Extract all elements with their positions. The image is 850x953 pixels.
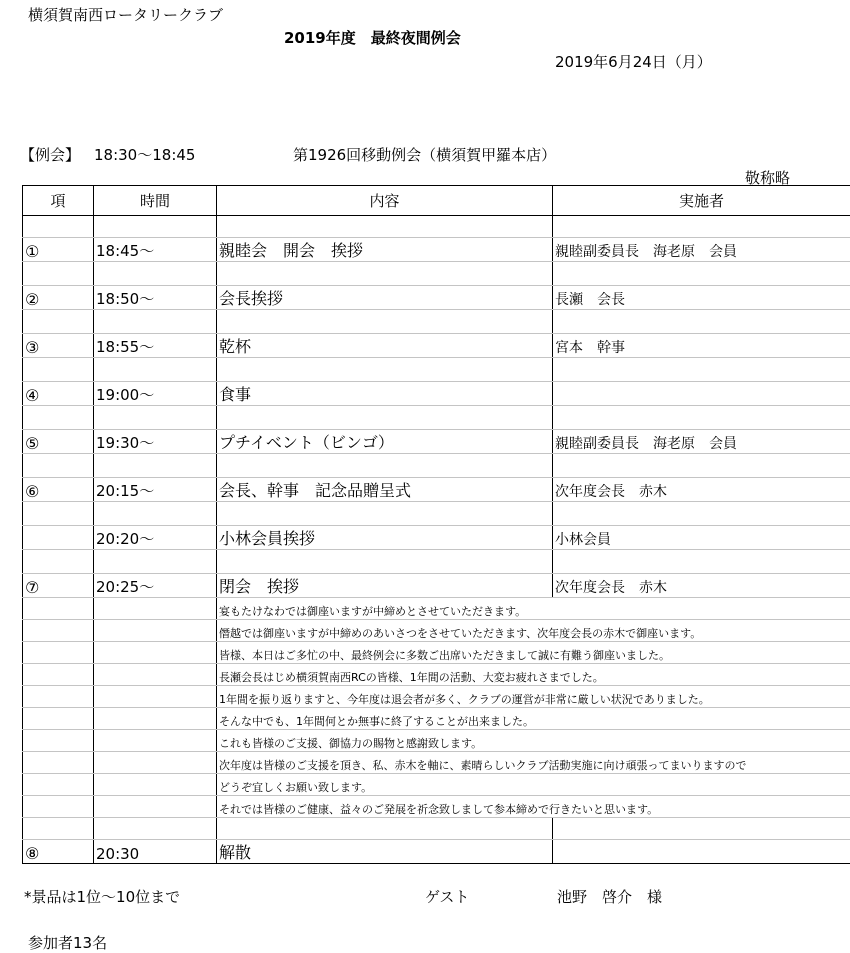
item-content: 解散: [217, 840, 553, 864]
speech-line: 長瀬会長はじめ横須賀南西RCの皆様、1年間の活動、大変お疲れさまでした。: [217, 664, 850, 686]
spacer-row: [23, 262, 850, 286]
attendee-count: 参加者13名: [28, 932, 107, 953]
item-content: 会長挨拶: [217, 286, 553, 310]
spacer-row: [23, 310, 850, 334]
spacer-row: [23, 216, 850, 238]
guest-label: ゲスト: [425, 886, 469, 907]
item-performer: 親睦副委員長 海老原 会員: [553, 430, 850, 454]
honorific-note: 敬称略: [745, 167, 790, 188]
item-performer: [553, 840, 850, 864]
document-date: 2019年6月24日（月）: [555, 51, 712, 72]
item-number: ④: [23, 382, 94, 406]
spacer-row: [23, 818, 850, 840]
speech-line: どうぞ宜しくお願い致します。: [217, 774, 850, 796]
speech-line: 僭越では御座いますが中締めのあいさつをさせていただきます、次年度会長の赤木で御座います。: [217, 620, 850, 642]
item-number: [23, 526, 94, 550]
item-time: 18:50～: [94, 286, 217, 310]
table-row: [23, 238, 850, 262]
speech-line-row: [23, 598, 850, 620]
item-performer: 宮本 幹事: [553, 334, 850, 358]
item-number: ②: [23, 286, 94, 310]
item-number: ⑥: [23, 478, 94, 502]
reikai-event: 第1926回移動例会（横須賀甲羅本店）: [293, 144, 556, 165]
item-content: プチイベント（ビンゴ）: [217, 430, 553, 454]
speech-line-row: [23, 620, 850, 642]
table-row: [23, 574, 850, 598]
header-item-number: 項: [23, 186, 94, 216]
guest-name: 池野 啓介 様: [557, 886, 662, 907]
item-content: 食事: [217, 382, 553, 406]
item-performer: [553, 382, 850, 406]
item-time: 20:25～: [94, 574, 217, 598]
item-number: ⑧: [23, 840, 94, 864]
spacer-row: [23, 406, 850, 430]
reikai-time: 18:30～18:45: [94, 144, 195, 165]
item-performer: 長瀬 会長: [553, 286, 850, 310]
table-row: [23, 526, 850, 550]
document-title: 2019年度 最終夜間例会: [284, 27, 461, 48]
item-performer: 次年度会長 赤木: [553, 574, 850, 598]
item-time: 18:55～: [94, 334, 217, 358]
table-row: [23, 430, 850, 454]
speech-line-row: [23, 730, 850, 752]
spacer-row: [23, 550, 850, 574]
item-content: 小林会員挨拶: [217, 526, 553, 550]
item-number: ①: [23, 238, 94, 262]
speech-line-row: [23, 796, 850, 818]
table-row: [23, 382, 850, 406]
item-time: 18:45～: [94, 238, 217, 262]
header-content: 内容: [217, 186, 553, 216]
speech-line-row: [23, 774, 850, 796]
item-number: ③: [23, 334, 94, 358]
speech-line: 1年間を振り返りますと、今年度は退会者が多く、クラブの運営が非常に厳しい状況でありました。: [217, 686, 850, 708]
item-performer: 次年度会長 赤木: [553, 478, 850, 502]
table-row: [23, 334, 850, 358]
item-number: ⑦: [23, 574, 94, 598]
item-performer: 親睦副委員長 海老原 会員: [553, 238, 850, 262]
header-time: 時間: [94, 186, 217, 216]
speech-line: そんな中でも、1年間何とか無事に終了することが出来ました。: [217, 708, 850, 730]
reikai-label: 【例会】: [20, 144, 80, 165]
speech-line-row: [23, 752, 850, 774]
spacer-row: [23, 502, 850, 526]
item-time: 19:00～: [94, 382, 217, 406]
spacer-row: [23, 454, 850, 478]
speech-line: それでは皆様のご健康、益々のご発展を祈念致しまして参本締めで行きたいと思います。: [217, 796, 850, 818]
header-row: [23, 186, 850, 216]
item-performer: 小林会員: [553, 526, 850, 550]
speech-line: 宴もたけなわでは御座いますが中締めとさせていただきます。: [217, 598, 850, 620]
speech-line-row: [23, 642, 850, 664]
item-time: 19:30～: [94, 430, 217, 454]
speech-line-row: [23, 664, 850, 686]
speech-line: 次年度は皆様のご支援を頂き、私、赤木を軸に、素晴らしいクラブ活動実施に向け頑張ってまいりますので: [217, 752, 850, 774]
item-content: 会長、幹事 記念品贈呈式: [217, 478, 553, 502]
item-content: 閉会 挨拶: [217, 574, 553, 598]
item-time: 20:30: [94, 840, 217, 864]
speech-line: これも皆様のご支援、御協力の賜物と感謝致します。: [217, 730, 850, 752]
speech-line-row: [23, 708, 850, 730]
organization-name: 横須賀南西ロータリークラブ: [28, 4, 223, 25]
item-time: 20:20～: [94, 526, 217, 550]
prize-note: *景品は1位～10位まで: [24, 886, 180, 907]
speech-line: 皆様、本日はご多忙の中、最終例会に多数ご出席いただきまして誠に有難う御座いました。: [217, 642, 850, 664]
header-performer: 実施者: [553, 186, 850, 216]
table-row: [23, 840, 850, 864]
item-content: 親睦会 開会 挨拶: [217, 238, 553, 262]
item-number: ⑤: [23, 430, 94, 454]
table-row: [23, 478, 850, 502]
table-row: [23, 286, 850, 310]
speech-line-row: [23, 686, 850, 708]
spacer-row: [23, 358, 850, 382]
item-time: 20:15～: [94, 478, 217, 502]
item-content: 乾杯: [217, 334, 553, 358]
schedule-table: [22, 185, 850, 864]
